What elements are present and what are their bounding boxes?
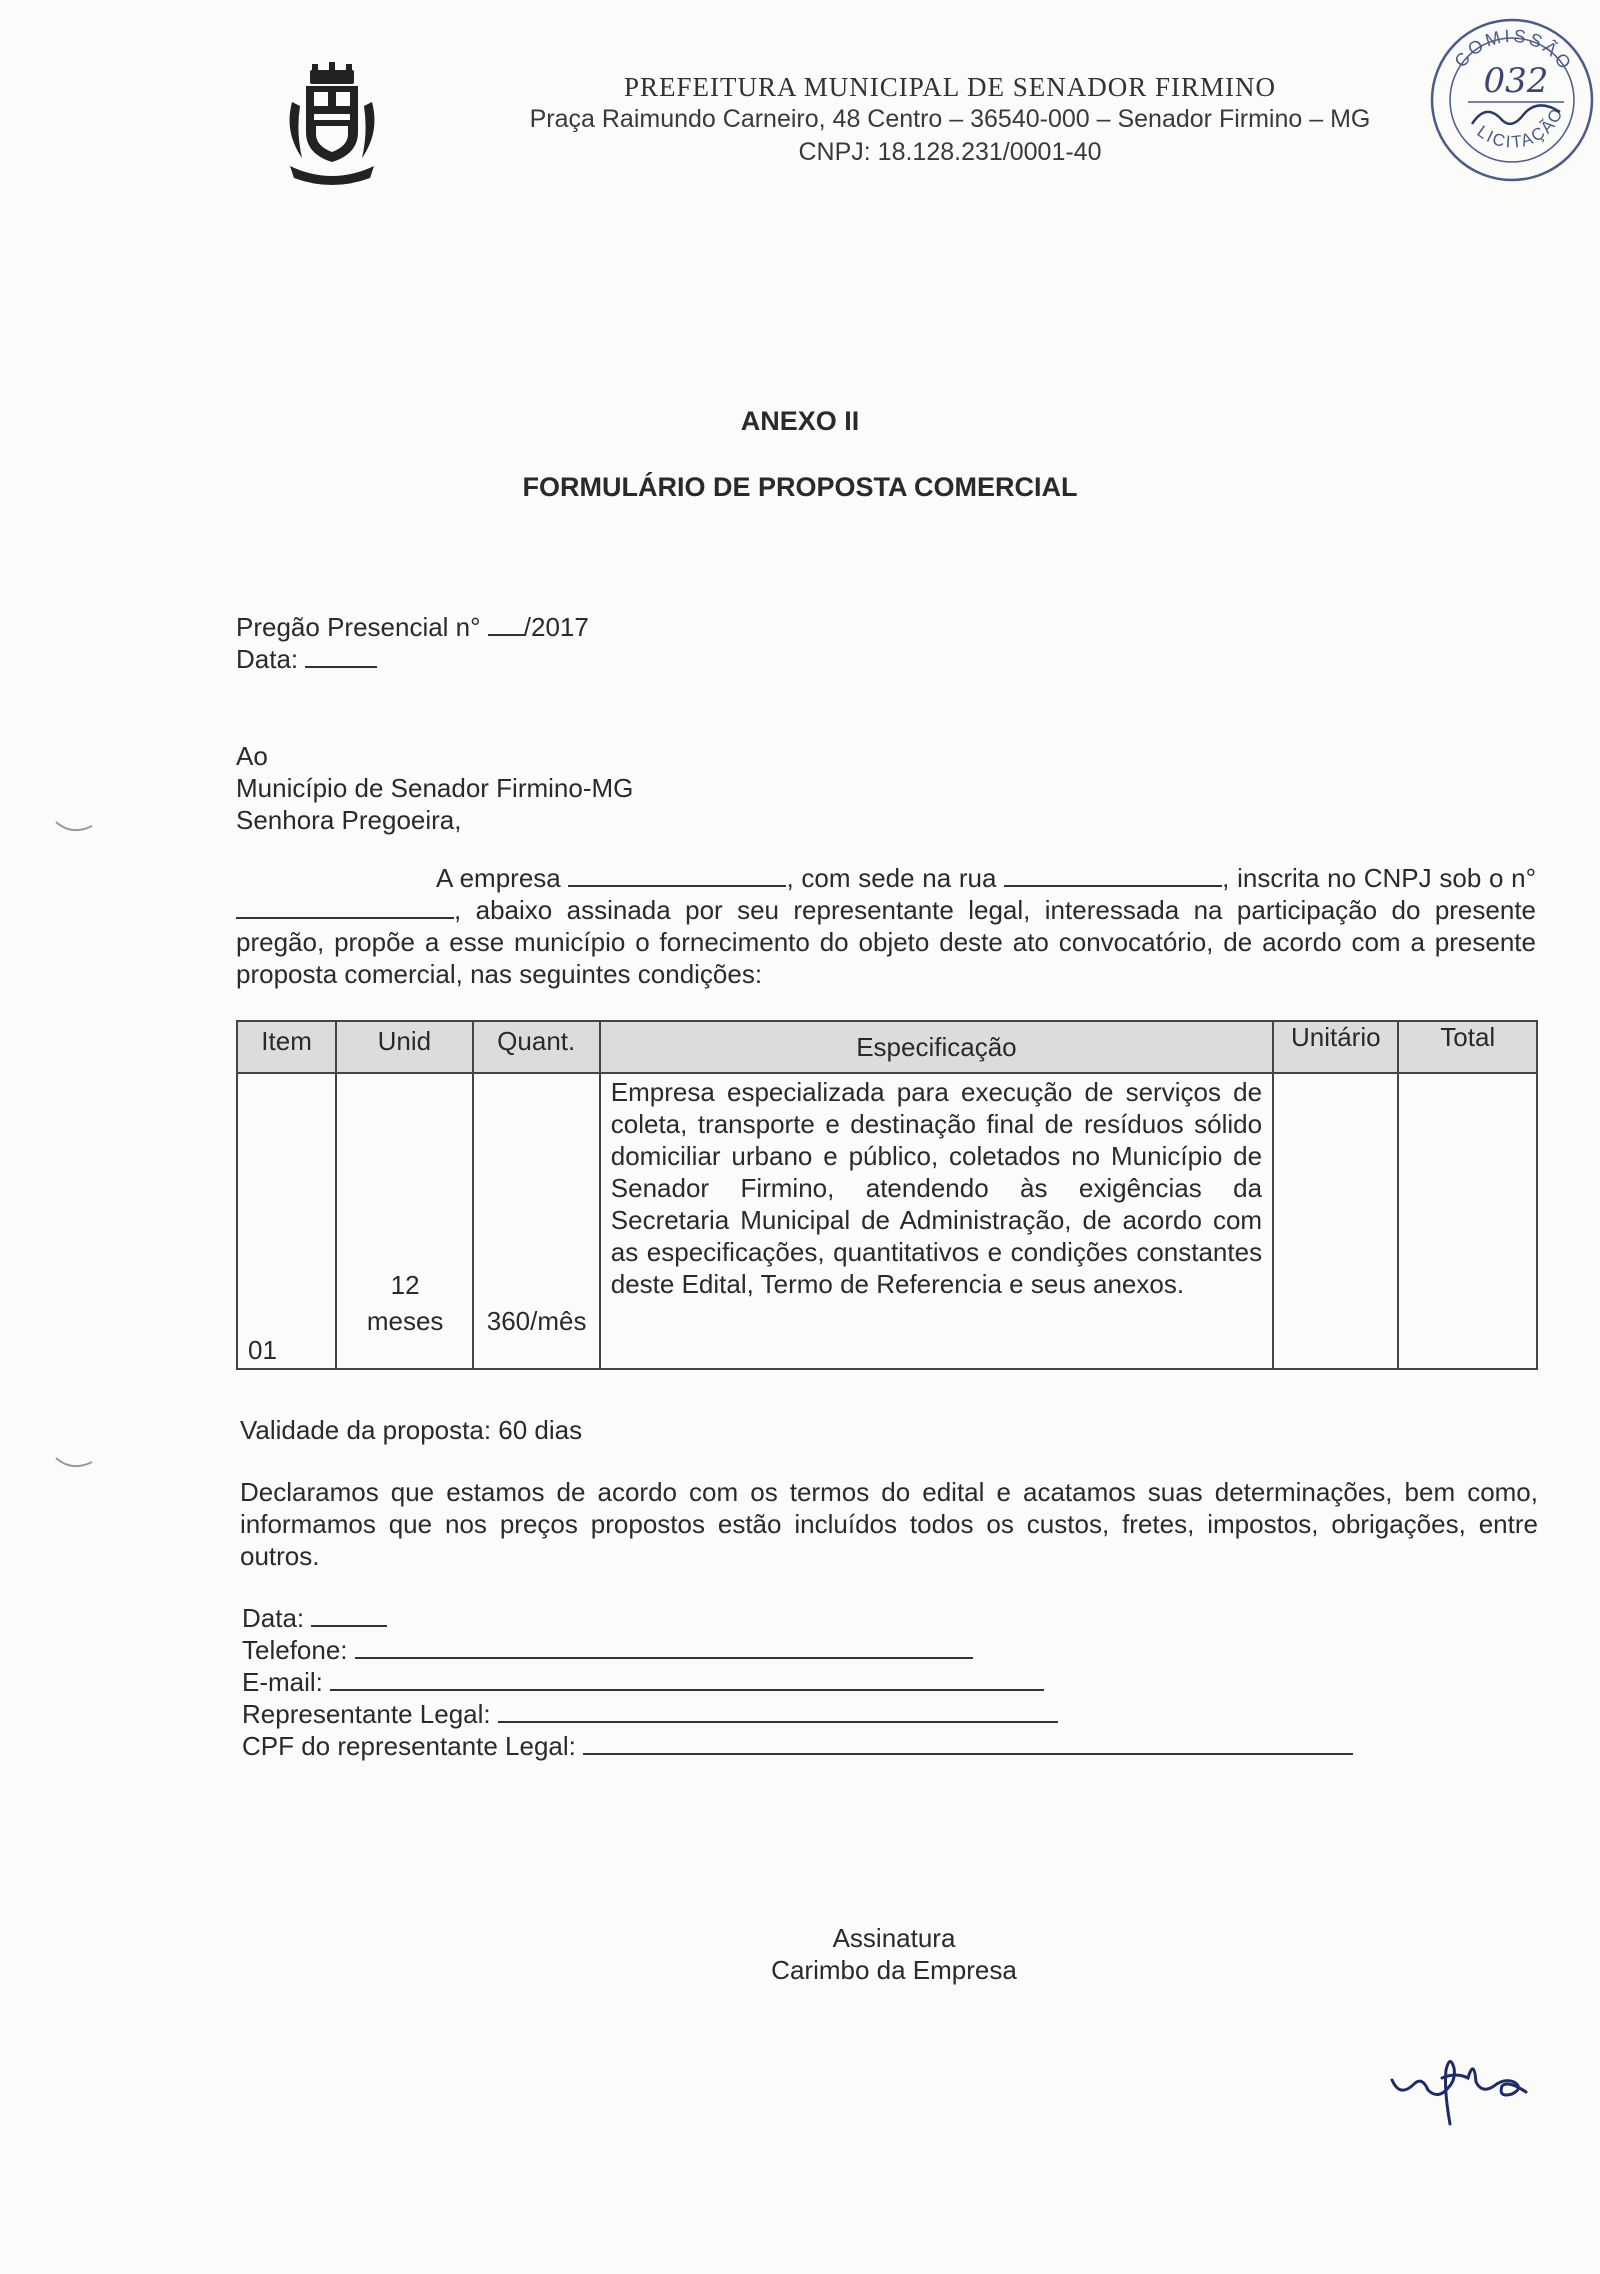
pregao-year: /2017 <box>523 612 589 642</box>
field-email-blank[interactable] <box>330 1669 1044 1691</box>
company-stamp-label: Carimbo da Empresa <box>771 1955 1017 1985</box>
intro-company-label: A empresa <box>436 863 561 893</box>
recipient-line-2: Município de Senador Firmino-MG <box>236 773 634 803</box>
date-label: Data: <box>236 644 299 674</box>
header-title: PREFEITURA MUNICIPAL DE SENADOR FIRMINO <box>623 72 1277 102</box>
field-cpf <box>242 1730 1353 1762</box>
declaration-paragraph: Declaramos que estamos de acordo com os termos do edital e acatamos suas determinações, bem como, informamos que nos preços propostos estão incluídos todos os custos, fretes, impostos, obrigações, entre outros. <box>240 1477 1538 1571</box>
stamp-number: 032 <box>1483 61 1549 101</box>
company-name-blank[interactable] <box>568 863 786 887</box>
table-row <box>237 1073 1537 1369</box>
intro-street-label: , com sede na rua <box>786 863 997 893</box>
recipient-line-3: Senhora Pregoeira, <box>236 805 462 835</box>
form-title: FORMULÁRIO DE PROPOSTA COMERCIAL <box>522 472 1078 502</box>
header-quant: Quant. <box>473 1021 600 1073</box>
field-cpf-blank[interactable] <box>583 1733 1353 1755</box>
field-cpf-label: CPF do representante Legal: <box>242 1731 576 1761</box>
field-representative-label: Representante Legal: <box>242 1699 491 1729</box>
stamp-top-text: COMISSÃO <box>1450 25 1577 75</box>
field-representative-blank[interactable] <box>498 1701 1058 1723</box>
intro-paragraph <box>236 862 1536 990</box>
header-address: Praça Raimundo Carneiro, 48 Centro – 36540-000 – Senador Firmino – MG <box>529 105 1371 133</box>
commission-stamp <box>1424 8 1600 184</box>
handwritten-initials <box>1380 2040 1560 2130</box>
signature-label: Assinatura <box>832 1923 956 1953</box>
annex-title: ANEXO II <box>740 406 860 436</box>
header-spec: Especificação <box>600 1021 1273 1073</box>
pregao-number-blank[interactable] <box>488 612 524 636</box>
stamp-bottom-text: LICITAÇÃO <box>1473 104 1568 152</box>
pregao-line <box>236 611 589 643</box>
date-line <box>236 643 377 675</box>
recipient-line-1: Ao <box>236 741 268 771</box>
field-phone-label: Telefone: <box>242 1635 348 1665</box>
date-blank[interactable] <box>305 644 377 668</box>
header-item: Item <box>237 1021 336 1073</box>
field-date-label: Data: <box>242 1603 305 1633</box>
field-date <box>242 1602 387 1634</box>
row-spec: Empresa especializada para execução de serviços de coleta, transporte e destinação final de resíduos sólido domiciliar urbano e público, coletados no Município de Senador Firmino, atendendo às exigências da Secretaria Municipal de Administração, de acordo com as especificações, quantitativos e condições constantes deste Edital, Termo de Referencia e seus anexos. <box>610 1077 1263 1299</box>
header-total: Total <box>1398 1021 1537 1073</box>
row-quant: 360/mês <box>486 1306 587 1336</box>
row-unit-price[interactable] <box>1273 1073 1398 1369</box>
row-item: 01 <box>248 1335 277 1365</box>
field-phone-blank[interactable] <box>355 1637 973 1659</box>
intro-number-label: sob o n° <box>1439 863 1536 893</box>
street-blank[interactable] <box>1004 863 1222 887</box>
row-unid-number: 12 <box>390 1270 420 1300</box>
row-unid-unit: meses <box>366 1306 444 1336</box>
header-unid: Unid <box>336 1021 473 1073</box>
row-total-price[interactable] <box>1398 1073 1537 1369</box>
pregao-label: Pregão Presencial n° <box>236 612 481 642</box>
header-unit: Unitário <box>1273 1021 1398 1073</box>
municipal-crest-icon <box>282 62 382 192</box>
cnpj-blank[interactable] <box>236 895 454 919</box>
table-header-row <box>237 1021 1537 1073</box>
header-cnpj: CNPJ: 18.128.231/0001-40 <box>798 138 1102 166</box>
margin-mark <box>54 818 94 838</box>
field-email-label: E-mail: <box>242 1667 323 1697</box>
field-date-blank[interactable] <box>311 1605 387 1627</box>
field-phone <box>242 1634 973 1666</box>
field-representative <box>242 1698 1058 1730</box>
intro-body: , abaixo assinada por seu representante legal, interessada na participação do presente pregão, propõe a esse município o fornecimento do objeto deste ato convocatório, de acordo com a presente proposta comercial, nas seguintes condições: <box>236 895 1536 989</box>
field-email <box>242 1666 1044 1698</box>
proposal-validity: Validade da proposta: 60 dias <box>240 1415 583 1445</box>
intro-cnpj-label: , inscrita no CNPJ <box>1222 863 1432 893</box>
margin-mark <box>54 1454 94 1474</box>
proposal-table <box>236 1020 1538 1370</box>
